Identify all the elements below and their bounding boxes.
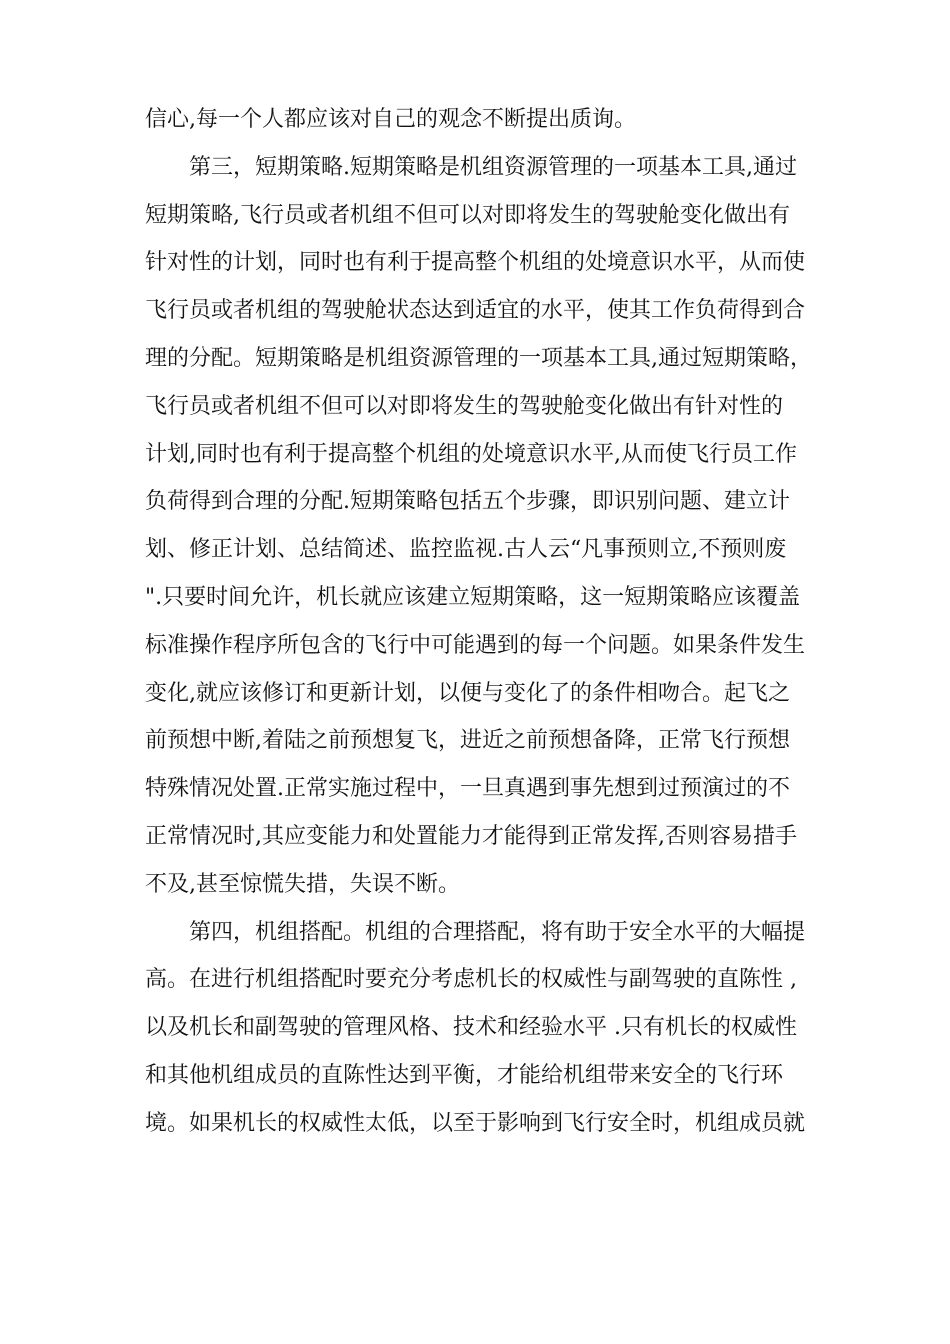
paragraph-start-line: 第三，短期策略.短期策略是机组资源管理的一项基本工具,通过 xyxy=(189,154,797,180)
text-line: 飞行员或者机组的驾驶舱状态达到适宜的水平，使其工作负荷得到合 xyxy=(145,298,806,324)
text-line: ".只要时间允许，机长就应该建立短期策略，这一短期策略应该覆盖 xyxy=(145,584,801,610)
text-line: 负荷得到合理的分配.短期策略包括五个步骤，即识别问题、建立计 xyxy=(145,489,790,515)
paragraph-start-line: 第四，机组搭配。机组的合理搭配，将有助于安全水平的大幅提 xyxy=(189,919,806,945)
text-line: 高。在进行机组搭配时要充分考虑机长的权威性与副驾驶的直陈性 , xyxy=(145,967,797,993)
text-line: 前预想中断,着陆之前预想复飞，进近之前预想备降，正常飞行预想 xyxy=(145,728,790,754)
text-line: 不及,甚至惊慌失措，失误不断。 xyxy=(145,871,460,897)
text-line: 正常情况时,其应变能力和处置能力才能得到正常发挥,否则容易措手 xyxy=(145,823,797,849)
text-line: 特殊情况处置.正常实施过程中，一旦真遇到事先想到过预演过的不 xyxy=(145,776,790,802)
text-line: 以及机长和副驾驶的管理风格、技术和经验水平 .只有机长的权威性 xyxy=(145,1015,797,1041)
text-line: 变化,就应该修订和更新计划，以便与变化了的条件相吻合。起飞之 xyxy=(145,680,790,706)
text-line: 境。如果机长的权威性太低，以至于影响到飞行安全时，机组成员就 xyxy=(145,1110,806,1136)
text-line: 和其他机组成员的直陈性达到平衡，才能给机组带来安全的飞行环 xyxy=(145,1062,784,1088)
text-line: 信心,每一个人都应该对自己的观念不断提出质询。 xyxy=(145,107,636,132)
text-line: 理的分配。短期策略是机组资源管理的一项基本工具,通过短期策略， xyxy=(145,345,812,371)
text-line: 标准操作程序所包含的飞行中可能遇到的每一个问题。如果条件发生 xyxy=(145,632,806,658)
text-line: 针对性的计划，同时也有利于提高整个机组的处境意识水平，从而使 xyxy=(145,250,806,276)
text-line: 划、修正计划、总结简述、监控监视.古人云“凡事预则立,不预则废 xyxy=(145,537,787,563)
text-line: 计划,同时也有利于提高整个机组的处境意识水平,从而使飞行员工作 xyxy=(145,441,797,467)
text-line: 短期策略,飞行员或者机组不但可以对即将发生的驾驶舱变化做出有 xyxy=(145,202,790,228)
text-line: 飞行员或者机组不但可以对即将发生的驾驶舱变化做出有针对性的 xyxy=(145,393,784,419)
body-text xyxy=(145,96,825,1148)
